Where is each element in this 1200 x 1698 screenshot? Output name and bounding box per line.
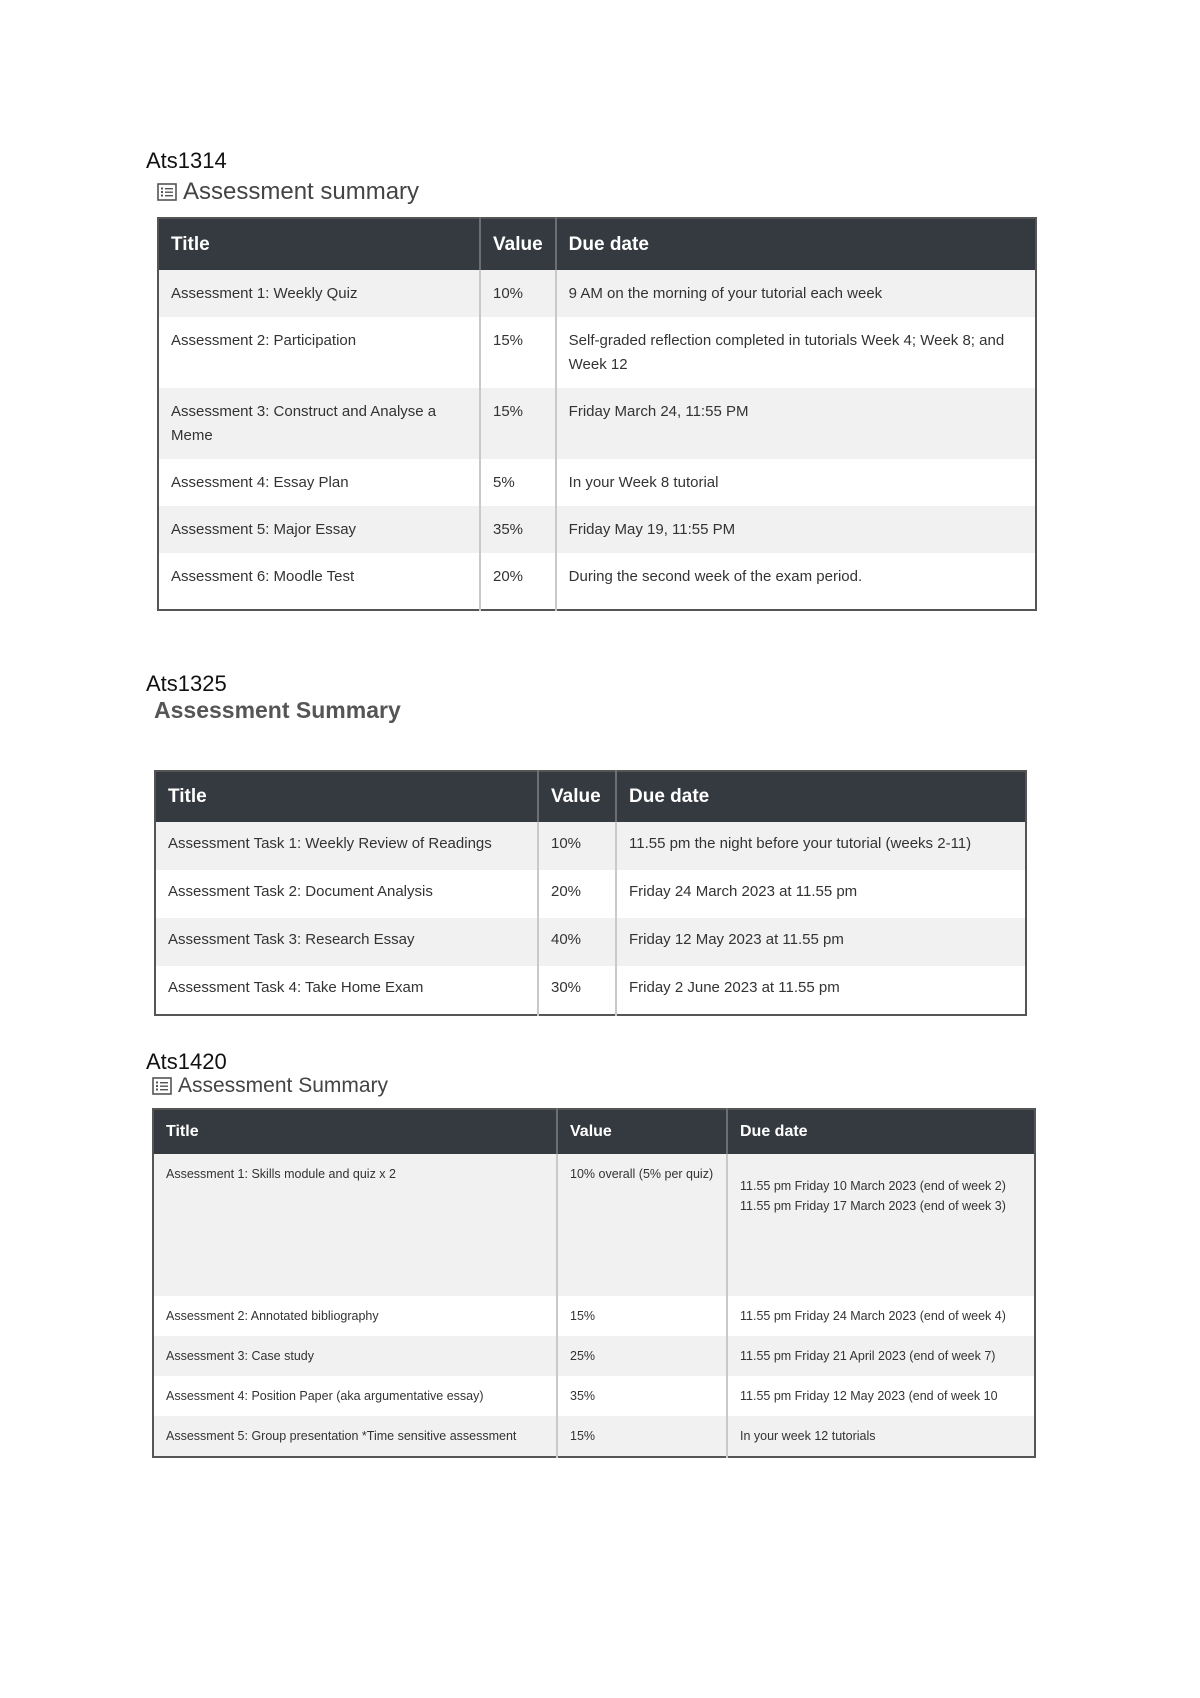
table-header-row xyxy=(153,1109,1035,1154)
section-heading-text: Assessment Summary xyxy=(178,1074,389,1097)
cell-value: 30% xyxy=(538,966,616,1015)
table-row xyxy=(155,918,1026,966)
cell-due-date: In your Week 8 tutorial xyxy=(556,459,1036,506)
header-title: Title xyxy=(158,218,480,270)
cell-value: 40% xyxy=(538,918,616,966)
cell-title: Assessment 1: Weekly Quiz xyxy=(158,270,480,317)
header-value: Value xyxy=(538,771,616,822)
cell-due-date: Friday May 19, 11:55 PM xyxy=(556,506,1036,553)
table-row xyxy=(158,459,1036,506)
header-title: Title xyxy=(153,1109,557,1154)
table-row xyxy=(155,966,1026,1015)
cell-value: 15% xyxy=(480,388,556,459)
header-due-date: Due date xyxy=(616,771,1026,822)
table-row xyxy=(158,388,1036,459)
assessment-table-ats1420 xyxy=(152,1108,1036,1458)
cell-due-date: 9 AM on the morning of your tutorial each week xyxy=(556,270,1036,317)
header-title: Title xyxy=(155,771,538,822)
header-value: Value xyxy=(480,218,556,270)
cell-due-date: Friday 2 June 2023 at 11.55 pm xyxy=(616,966,1026,1015)
cell-value: 10% xyxy=(538,822,616,870)
table-header-row xyxy=(155,771,1026,822)
cell-title: Assessment 5: Group presentation *Time sensitive assessment xyxy=(153,1416,557,1457)
cell-value: 35% xyxy=(557,1376,727,1416)
cell-title: Assessment 2: Participation xyxy=(158,317,480,388)
cell-due-date: Friday March 24, 11:55 PM xyxy=(556,388,1036,459)
cell-title: Assessment 2: Annotated bibliography xyxy=(153,1296,557,1336)
table-row xyxy=(158,317,1036,388)
cell-title: Assessment 4: Essay Plan xyxy=(158,459,480,506)
header-due-date: Due date xyxy=(727,1109,1035,1154)
cell-due-date: 11.55 pm Friday 24 March 2023 (end of week 4) xyxy=(727,1296,1035,1336)
list-icon xyxy=(152,1077,172,1095)
cell-value: 15% xyxy=(480,317,556,388)
cell-title: Assessment 3: Case study xyxy=(153,1336,557,1376)
assessment-table-ats1325 xyxy=(154,770,1027,1016)
cell-value: 10% xyxy=(480,270,556,317)
cell-value: 25% xyxy=(557,1336,727,1376)
cell-due-date: Self-graded reflection completed in tutorials Week 4; Week 8; and Week 12 xyxy=(556,317,1036,388)
course-code-ats1325: Ats1325 xyxy=(146,671,227,696)
cell-due-date xyxy=(727,1154,1035,1296)
cell-due-date: 11.55 pm the night before your tutorial (weeks 2-11) xyxy=(616,822,1026,870)
cell-title: Assessment 4: Position Paper (aka argumentative essay) xyxy=(153,1376,557,1416)
table-row xyxy=(155,870,1026,918)
table-row xyxy=(153,1416,1035,1457)
course-code-ats1420: Ats1420 xyxy=(146,1049,227,1074)
table-row xyxy=(155,822,1026,870)
cell-title: Assessment 3: Construct and Analyse a Meme xyxy=(158,388,480,459)
cell-title: Assessment 6: Moodle Test xyxy=(158,553,480,610)
header-due-date: Due date xyxy=(556,218,1036,270)
table-row xyxy=(158,553,1036,610)
cell-due-date: During the second week of the exam period. xyxy=(556,553,1036,610)
table-row xyxy=(153,1336,1035,1376)
cell-value: 35% xyxy=(480,506,556,553)
cell-title: Assessment 5: Major Essay xyxy=(158,506,480,553)
table-row xyxy=(153,1154,1035,1296)
cell-value: 5% xyxy=(480,459,556,506)
table-row xyxy=(158,506,1036,553)
section-heading-text: Assessment summary xyxy=(183,178,420,205)
cell-value: 20% xyxy=(480,553,556,610)
cell-due-date: 11.55 pm Friday 12 May 2023 (end of week 10 xyxy=(727,1376,1035,1416)
cell-value: 15% xyxy=(557,1296,727,1336)
cell-title: Assessment 1: Skills module and quiz x 2 xyxy=(153,1154,557,1296)
due-date-line: 11.55 pm Friday 10 March 2023 (end of week 2) xyxy=(740,1179,1006,1193)
cell-value: 10% overall (5% per quiz) xyxy=(557,1154,727,1296)
cell-title: Assessment Task 3: Research Essay xyxy=(155,918,538,966)
cell-due-date: Friday 12 May 2023 at 11.55 pm xyxy=(616,918,1026,966)
table-row xyxy=(158,270,1036,317)
cell-title: Assessment Task 1: Weekly Review of Readings xyxy=(155,822,538,870)
due-date-line: 11.55 pm Friday 17 March 2023 (end of week 3) xyxy=(740,1199,1006,1213)
section-heading-1 xyxy=(157,178,419,206)
table-header-row xyxy=(158,218,1036,270)
section-heading-3 xyxy=(152,1074,388,1098)
table-row xyxy=(153,1296,1035,1336)
cell-due-date: Friday 24 March 2023 at 11.55 pm xyxy=(616,870,1026,918)
course-code-ats1314: Ats1314 xyxy=(146,148,227,173)
table-row xyxy=(153,1376,1035,1416)
cell-title: Assessment Task 4: Take Home Exam xyxy=(155,966,538,1015)
list-icon xyxy=(157,183,177,201)
assessment-table-ats1314 xyxy=(157,217,1037,611)
cell-title: Assessment Task 2: Document Analysis xyxy=(155,870,538,918)
cell-due-date: 11.55 pm Friday 21 April 2023 (end of week 7) xyxy=(727,1336,1035,1376)
header-value: Value xyxy=(557,1109,727,1154)
section-heading-2: Assessment Summary xyxy=(154,697,401,723)
cell-value: 15% xyxy=(557,1416,727,1457)
cell-due-date: In your week 12 tutorials xyxy=(727,1416,1035,1457)
cell-value: 20% xyxy=(538,870,616,918)
